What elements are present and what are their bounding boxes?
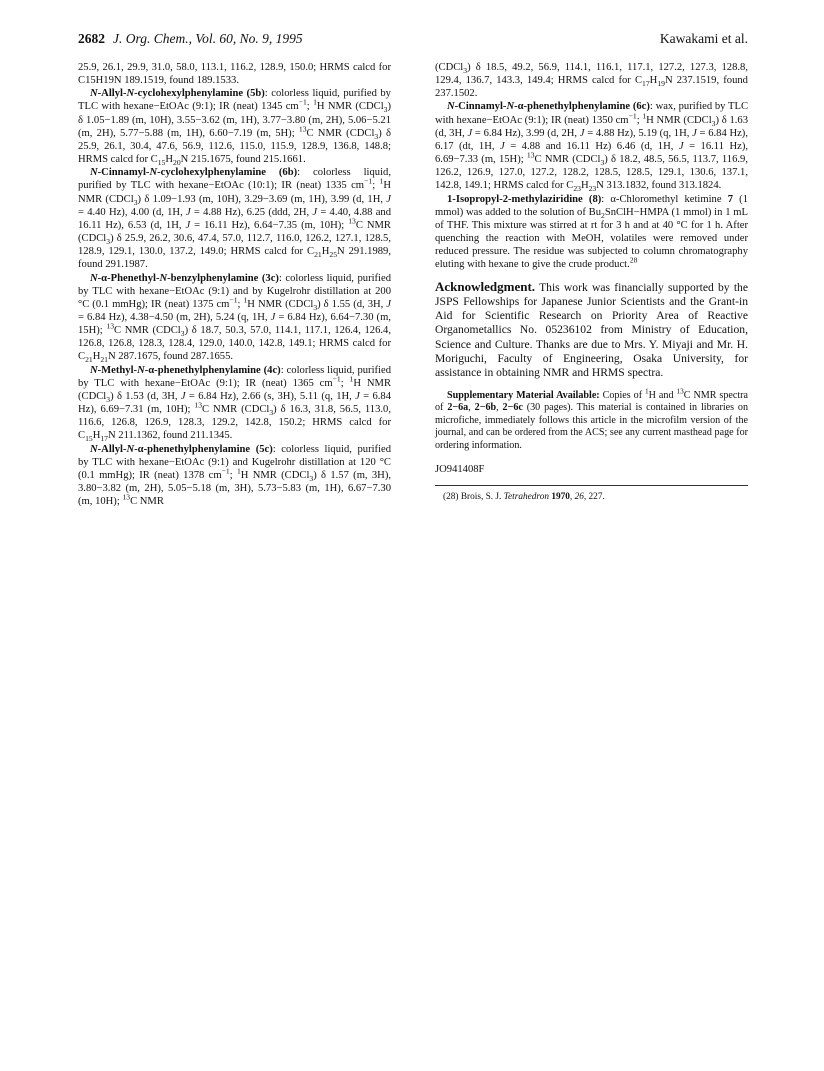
entry-5c: N-Allyl-N-α-phenethylphenylamine (5c): colorless liquid, purified by TLC with hexane−EtOAc (9:1) and Kugelrohr distillation at 120 °C (0.1 mmHg); IR (neat) 1378 $cm^{-1}$; $^1$H NMR (CDCl$_3$) δ 1.57 (m, 3H), 3.80−3.82 (m, 2H), 5.05−5.18 (m, 3H), 5.73−5.83 (m, 1H), 6.67−7.30 (m, 10H); $^{13}$C NMR <box>78 443 392 508</box>
entry-5b: N-Allyl-N-cyclohexylphenylamine (5b): colorless liquid, purified by TLC with hexane−EtOAc (9:1); IR (neat) 1345 $cm^{-1}$; $^1$H NMR (CDCl$_3$) δ 1.05−1.89 (m, 10H), 3.55−3.62 (m, 1H), 3.77−3.80 (m, 2H), 5.06−5.21 (m, 2H), 5.77−5.88 (m, 1H), 6.60−7.19 (m, 5H); $^{13}$C NMR (CDCl$_3$) δ 25.9, 26.1, 30.4, 47.6, 56.9, 112.6, 115.0, 115.9, 128.9, 136.8, 148.8; HRMS calcd for $C_{15}H_{20}N$ 215.1675, found 215.1661. <box>78 88 391 168</box>
compound-name-8: 1-Isopropyl-2-methylaziridine (8) <box>447 193 602 205</box>
acknowledgment <box>435 280 748 381</box>
right-column <box>435 61 748 503</box>
compound-name-5c: N-Allyl-N-α-phenethylphenylamine (5c) <box>90 443 273 455</box>
compound-name-6c: N-Cinnamyl-N-α-phenethylphenylamine (6c) <box>447 101 650 113</box>
supplementary-text: (30 pages). This material is contained in libraries on microfiche, immediately follows this article in the microfilm version of the journal, and can be ordered from the ACS; see any current masthead page for ordering information. <box>435 402 749 451</box>
page-number: 2682 <box>78 31 105 46</box>
footnote-rule <box>435 485 748 486</box>
entry-6c: N-Cinnamyl-N-α-phenethylphenylamine (6c): wax, purified by TLC with hexane−EtOAc (9:1); IR (neat) 1350 $cm^{-1}$; $^1$H NMR (CDCl$_3$) δ 1.63 (d, 3H, J = 6.84 Hz), 3.99 (d, 2H, J = 4.88 Hz), 5.19 (q, 1H, J = 6.84 Hz), 6.17 (dt, 1H, J = 4.88 and 16.11 Hz) 6.46 (d, 1H, J = 16.11 Hz), 6.69−7.33 (m, 15H); $^{13}$C NMR (CDCl$_3$) δ 18.2, 48.5, 56.5, 113.7, 116.9, 126.2, 126.9, 127.0, 127.2, 128.2, 128.5, 128.5, 129.1, 130.6, 137.1, 142.8, 149.1; HRMS calcd for $C_{23}H_{23}N$ 313.1832, found 313.1824. <box>435 101 749 194</box>
running-head-authors: Kawakami et al. <box>659 31 748 46</box>
journal-citation: J. Org. Chem., Vol. 60, No. 9, 1995 <box>113 31 303 46</box>
entry-5c-continued: (CDCl$_3$) δ 18.5, 49.2, 56.9, 114.1, 116.1, 117.1, 127.2, 127.3, 128.8, 129.4, 136.7, 143.3, 149.4; HRMS calcd for $C_{17}H_{19}N$ 237.1519, found 237.1502. <box>435 62 748 100</box>
journal-code: JO941408F <box>435 463 485 475</box>
supplementary-material: Supplementary Material Available: Copies of $^1$H and $^{13}$C NMR spectra of 2−6a, 2−6b, 2−6c (30 pages). This material is contained in libraries on microfiche, immediately follows this article in the microfilm version of the journal, and can be ordered from the ACS; see any current masthead page for ordering information. <box>435 387 749 451</box>
entry-3c: N-α-Phenethyl-N-benzylphenylamine (3c): colorless liquid, purified by TLC with hexane−EtOAc (9:1) and by Kugelrohr distillation at 200 °C (0.1 mmHg); IR (neat) 1375 $cm^{-1}$; $^1$H NMR (CDCl$_3$) δ 1.55 (d, 3H, J = 6.84 Hz), 4.38−4.50 (m, 2H), 5.24 (q, 1H, J = 6.84 Hz), 6.64−7.30 (m, 15H); $^{13}$C NMR (CDCl$_3$) δ 18.7, 50.3, 57.0, 114.1, 117.1, 126.4, 126.4, 126.8, 126.8, 128.3, 128.4, 129.0, 140.0, 142.8, 149.1; HRMS calcd for $C_{21}H_{21}N$ 287.1675, found 287.1655. <box>78 272 392 365</box>
footnote-28: (28) Brois, S. J. Tetrahedron 1970, 26, 227. <box>443 492 605 502</box>
running-head-left <box>78 31 303 47</box>
left-column <box>78 61 391 508</box>
compound-name-4c: N-Methyl-N-α-phenethylphenylamine (4c) <box>90 364 281 376</box>
compound-name-5b: N-Allyl-N-cyclohexylphenylamine (5b) <box>90 88 265 100</box>
acknowledgment-heading: Acknowledgment. <box>435 278 536 294</box>
entry-8: 1-Isopropyl-2-methylaziridine (8): α-Chloromethyl ketimine 7 (1 mmol) was added to the solution of $Bu_2SnClH-HMPA$ (1 mmol) in 1 mL of THF. This mixture was stirred at rt for 3 h and at 40 °C for 1 h. After quenching the reaction with MeOH, volatiles were removed under reduced pressure. The residue was subjected to column chromatography eluting with hexane to give the crude product.$^{28}$ <box>435 193 749 271</box>
entry-continued: 25.9, 26.1, 29.9, 31.0, 58.0, 113.1, 116.2, 128.9, 150.0; HRMS calcd for C15H19N 189.1519, found 189.1533. <box>78 62 391 87</box>
entry-6b: N-Cinnamyl-N-cyclohexylphenylamine (6b): colorless liquid, purified by TLC with hexane−EtOAc (10:1); IR (neat) 1335 $cm^{-1}$; $^1$H NMR (CDCl$_3$) δ 1.09−1.93 (m, 10H), 3.29−3.69 (m, 1H), 3.99 (d, 1H, J = 4.40 Hz), 4.00 (d, 1H, J = 4.88 Hz), 6.25 (ddd, 2H, J = 4.40, 4.88 and 16.11 Hz), 6.53 (d, 1H, J = 16.11 Hz), 6.64−7.35 (m, 10H); $^{13}$C NMR (CDCl$_3$) δ 25.9, 26.2, 30.6, 47.4, 57.0, 112.7, 116.0, 126.2, 127.1, 128.5, 128.9, 129.1, 130.0, 137.2, 149.0; HRMS calcd for $C_{21}H_{25}N$ 291.1989, found 291.1987. <box>78 167 392 271</box>
compound-name-6b: N-Cinnamyl-N-cyclohexylphenylamine (6b) <box>90 167 298 179</box>
compound-name-3c: N-α-Phenethyl-N-benzylphenylamine (3c) <box>90 272 279 284</box>
entry-4c: N-Methyl-N-α-phenethylphenylamine (4c): colorless liquid, purified by TLC with hexane−EtOAc (9:1); IR (neat) 1365 $cm^{-1}$; $^1$H NMR (CDCl$_3$) δ 1.53 (d, 3H, J = 6.84 Hz), 2.66 (s, 3H), 5.11 (q, 1H, J = 6.84 Hz), 6.69−7.31 (m, 10H); $^{13}$C NMR (CDCl$_3$) δ 16.3, 31.8, 56.5, 113.0, 116.6, 126.8, 126.9, 128.3, 129.2, 142.8, 150.2; HRMS calcd for $C_{15}H_{17}N$ 211.1362, found 211.1345. <box>78 364 392 444</box>
acknowledgment-text: This work was financially supported by the JSPS Fellowships for Japanese Junior Scientists and the Grant-in Aid for Scientific Research on Priority Area of Reactive Organometallics No. 05236102 from Ministry of Education, Science and Culture. Thanks are due to Mrs. Y. Miyaji and Mr. H. Moriguchi, Faculty of Engineering, Osaka University, for assistance in obtaining NMR and HRMS spectra. <box>435 280 748 380</box>
running-head <box>78 31 748 51</box>
supplementary-heading: Supplementary Material Available: <box>447 389 600 401</box>
